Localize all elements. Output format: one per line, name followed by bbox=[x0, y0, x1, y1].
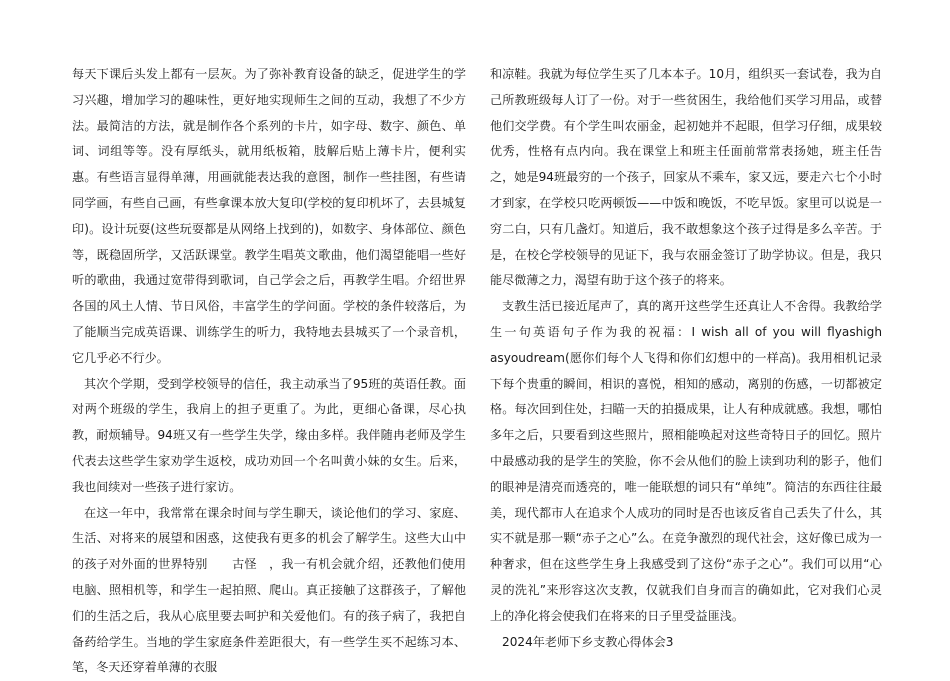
paragraph: 和凉鞋。我就为每位学生买了几本本子。10月，组织买一套试卷，我为自己所教班级每人订了一份。对于一些贫困生，我给他们买学习用品，或替他们交学费。有个学生叫农丽金，起初她并不起眼，但学习仔细，成果较优秀，性格有点内向。我在课堂上和班主任面前常常表扬她，班主任告之，她是94班最穷的一个孩子，回家从不乘车，家又远，要走六七个小时才到家，在学校只吃两顿饭——中饭和晚饭，不吃早饭。家里可以说是一穷二白，只有几盏灯。知道后，我不敢想象这个孩子过得是多么辛苦。于是，在校仑学校领导的见证下，我与农丽金签订了助学协议。但是，我只能尽微薄之力，渴望有助于这个孩子的将来。 bbox=[490, 67, 882, 288]
paragraph: 其次个学期，受到学校领导的信任，我主动承当了95班的英语任教。面对两个班级的学生，我肩上的担子更重了。为此，更细心备课，尽心执教，耐烦辅导。94班又有一些学生失学，缘由多样。我伴随冉老师及学生代表去这些学生家劝学生返校，成功劝回一个名叫黄小妹的女生。后来，我也间续对一些孩子进行家访。 bbox=[72, 376, 466, 494]
paragraph: 每天下课后头发上都有一层灰。为了弥补教育设备的缺乏，促进学生的学习兴趣，增加学习的趣味性，更好地实现师生之间的互动，我想了不少方法。最简洁的方法，就是制作各个系列的卡片，如字母、数字、颜色、单词、词组等等。没有厚纸头，就用纸板箱，肢解后贴上薄卡片，便利实惠。有些语言显得单薄，用画就能表达我的意图，制作一些挂图，有些请同学画，有些自己画，有些拿课本放大复印(学校的复印机坏了，去县城复印)。设计玩耍(这些玩耍都是从网络上找到的)，如数字、身体部位、颜色等，既稳固所学，又活跃课堂。教学生唱英文歌曲，他们渴望能唱一些好听的歌曲，我通过宽带得到歌词，自己学会之后，再教学生唱。介绍世界各国的风土人情、节日风俗，丰富学生的学问面。学校的条件较落后，为了能顺当完成英语课、训练学生的听力，我特地去县城买了一个录音机，它几乎必不行少。 bbox=[72, 67, 466, 365]
paragraph: 支教生活已接近尾声了，真的离开这些学生还真让人不舍得。我教给学生一句英语句子作为我的祝福：I wish all of you will flyashigh asyoudream(愿你们每个人飞得和你们幻想中的一样高)。我用相机记录下每个贵重的瞬间，相识的喜悦，相知的感动，离别的伤感，一切都被定格。每次回到住处，扫瞄一天的拍摄成果，让人有种成就感。我想，哪怕多年之后，只要看到这些照片，照相能唤起对这些奇特日子的回忆。照片中最感动我的是学生的笑脸，你不会从他们的脸上读到功利的影子，他们的眼神是清亮而透亮的，唯一能联想的词只有“单纯”。简洁的东西往往最美，现代都市人在追求个人成功的同时是否也该反省自己丢失了什么，其实不就是那一颗“赤子之心”么。在竞争激烈的现代社会，这好像已成为一种奢求，但在这些学生身上我感受到了这份“赤子之心”。我们可以用“心灵的洗礼”来形容这次支教，仅就我们自身而言的确如此，它对我们心灵上的净化将会使我们在将来的日子里受益匪浅。 bbox=[490, 299, 882, 623]
right-column bbox=[490, 62, 882, 655]
paragraph: 在这一年中，我常常在课余时间与学生聊天，谈论他们的学习、家庭、生活、对将来的展望和困惑，这使我有更多的机会了解学生。这些大山中的孩子对外面的世界特别 古怪 ，我一有机会就介绍，还教他们使用电脑、照相机等，和学生一起拍照、爬山。真正接触了这群孩子，了解他们的生活之后，我从心底里要去呵护和关爱他们。有的孩子病了，我把自备药给学生。当地的学生家庭条件差距很大，有一些学生买不起练习本、笔，冬天还穿着单薄的衣服 bbox=[72, 505, 466, 675]
section-title: 2024年老师下乡支教心得体会3 bbox=[502, 634, 674, 649]
left-column bbox=[72, 62, 466, 681]
